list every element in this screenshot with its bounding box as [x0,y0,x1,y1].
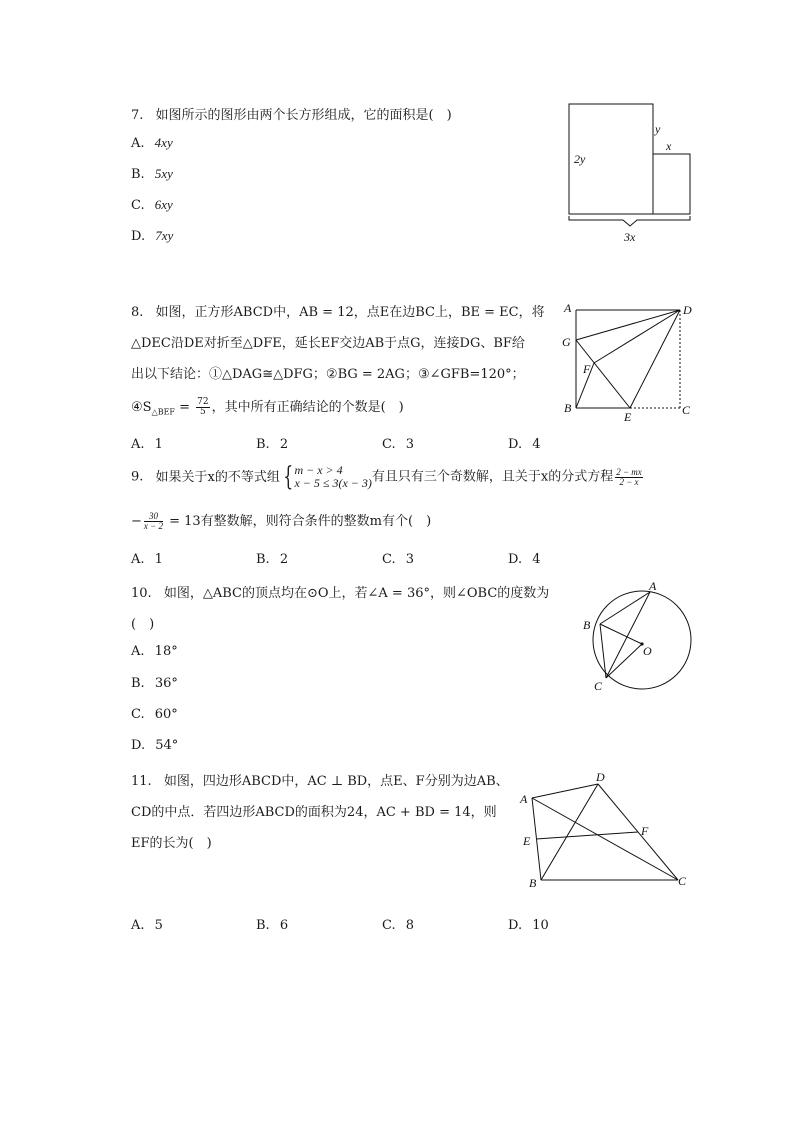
q8-label-f: F [583,362,591,376]
q8-option-d[interactable] [508,437,541,452]
q10-figure [576,578,700,698]
option-text: 1 [154,437,163,452]
q9-fraction-1 [615,468,643,487]
option-text: 54° [155,738,179,753]
q8-segment-fd [594,310,680,363]
option-text: 6 [279,918,289,933]
q11-segment-ad [532,784,598,798]
option-letter: B. [256,552,270,567]
option-text: 2 [279,552,289,567]
option-letter: D. [131,738,146,753]
q8-equals: = [174,400,195,415]
q9-option-c[interactable] [382,552,414,567]
q9-fraction-2 [144,512,163,531]
option-letter: C. [131,198,145,213]
q10-segment-bo [600,624,642,644]
option-letter: C. [131,707,145,722]
q11-label-e: E [523,834,531,848]
q7-short-rectangle [653,154,690,214]
q7-option-c[interactable] [131,197,173,213]
option-text: 7xy [155,228,174,243]
option-text: 4xy [154,135,173,150]
q11-line-1 [131,770,509,789]
q7-stem-text: 如图所示的图形由两个长方形组成，它的面积是( ) [155,108,452,123]
option-letter: A. [131,552,145,567]
q8-option-b[interactable] [256,437,288,452]
option-letter: A. [131,136,145,151]
q9-inequality-system [294,464,371,490]
q10-segment-ab [600,592,650,624]
option-letter: B. [256,437,270,452]
q8-label-e: E [624,410,632,424]
option-text: 60° [154,707,178,722]
q11-label-f: F [641,824,649,838]
q8-label-d: D [683,303,692,317]
q9-minus: − [131,514,142,529]
q10-label-b: B [583,618,591,632]
q10-label-a: A [649,579,657,593]
option-letter: C. [382,918,396,933]
q7-figure [560,98,700,248]
q10-number: 10. [131,586,152,601]
q11-option-d[interactable] [508,918,549,933]
q10-option-b[interactable] [131,676,178,691]
q9-brace-icon: { [283,462,294,492]
q10-option-d[interactable] [131,738,178,753]
q9-ineq-1: m − x > 4 [294,463,343,477]
q11-figure [516,768,696,892]
q7-option-a[interactable] [131,135,173,151]
q7-number: 7. [131,108,144,123]
q8-s-symbol: ④S [131,400,152,415]
q11-option-a[interactable] [131,918,163,933]
q8-number: 8. [131,305,144,320]
option-letter: D. [131,229,146,244]
q8-label-c: C [682,403,691,417]
q7-stem [131,104,452,123]
option-letter: A. [131,644,145,659]
q8-line-1 [131,301,545,320]
q8-option-a[interactable] [131,437,163,452]
option-text: 10 [532,918,549,933]
option-letter: D. [508,918,523,933]
option-letter: C. [382,552,396,567]
q7-label-3x: 3x [624,230,636,244]
option-letter: B. [131,676,145,691]
q11-label-a: A [520,792,528,806]
q9-option-d[interactable] [508,552,541,567]
q8-figure [556,298,698,426]
q7-label-y: y [655,122,661,136]
q8-line-4 [131,396,404,417]
option-text: 4 [532,437,541,452]
q11-number: 11. [131,774,152,789]
q10-option-c[interactable] [131,707,178,722]
option-text: 5xy [154,166,173,181]
option-text: 1 [154,552,163,567]
q9-part1: 如果关于x的不等式组 [155,469,280,485]
option-text: 4 [532,552,541,567]
q11-segment-bd [541,784,598,880]
option-letter: B. [131,167,145,182]
q9-option-b[interactable] [256,552,288,567]
q7-option-b[interactable] [131,166,173,182]
option-text: 3 [405,552,415,567]
q8-line-3: 出以下结论：①△DAG≅△DFG；②BG = 2AG；③∠GFB=120°； [131,367,525,382]
q11-segment-ac [532,798,678,880]
option-text: 8 [405,918,415,933]
option-letter: D. [508,437,523,452]
q8-label-g: G [562,335,571,349]
option-text: 3 [405,437,415,452]
q8-label-a: A [564,301,572,315]
q10-line-1 [131,582,549,601]
q9-part2: 有且只有三个奇数解，且关于x的分式方程 [371,469,614,485]
option-text: 18° [154,644,178,659]
q11-label-b: B [529,876,537,890]
q7-label-x: x [666,139,672,153]
option-letter: A. [131,918,145,933]
q11-line-2: CD的中点．若四边形ABCD的面积为24，AC + BD = 14，则 [131,805,497,820]
option-text: 36° [154,676,178,691]
option-text: 5 [154,918,163,933]
q11-option-c[interactable] [382,918,414,933]
q8-s-subscript: △BEF [151,407,175,417]
q10-label-c: C [594,679,603,693]
q8-line-2: △DEC沿DE对折至△DFE，延长EF交边AB于点G，连接DG、BF给 [131,336,525,351]
q10-line-2: ( ) [131,617,155,632]
q8-option-c[interactable] [382,437,414,452]
q9-frac1-num: 2 − mx [616,466,642,477]
q9-frac2-num: 30 [144,512,163,522]
q11-option-b[interactable] [256,918,288,933]
q10-segment-co [606,644,642,678]
option-letter: A. [131,437,145,452]
option-text: 2 [279,437,289,452]
option-text: 6xy [154,197,173,212]
q9-line-1 [131,464,645,490]
q11-label-c: C [678,874,687,888]
q7-option-d[interactable] [131,228,173,244]
q8-label-b: B [564,401,572,415]
q7-label-2y: 2y [574,152,586,166]
q11-line-3: EF的长为( ) [131,836,212,851]
q10-label-o: O [643,644,652,658]
q9-frac1-den: 2 − x [619,476,639,487]
option-letter: B. [256,918,270,933]
option-letter: D. [508,552,523,567]
q8-line1-text: 如图，正方形ABCD中，AB = 12，点E在边BC上，BE = EC，将 [155,305,545,320]
q8-segment-gd [576,310,680,340]
q10-line1-text: 如图，△ABC的顶点均在⊙O上，若∠A = 36°，则∠OBC的度数为 [163,586,550,601]
q11-segment-ef [536,832,638,839]
q9-line-2 [131,510,431,531]
q7-brace [569,216,690,226]
q9-option-a[interactable] [131,552,163,567]
q11-line1-text: 如图，四边形ABCD中，AC ⊥ BD，点E、F分别为边AB、 [163,774,509,789]
q10-option-a[interactable] [131,644,178,659]
q9-ineq-2: x − 5 ≤ 3(x − 3) [294,476,372,490]
q8-frac-num: 72 [197,397,209,407]
q8-segment-ed [630,310,680,408]
q8-line4-tail: ，其中所有正确结论的个数是( ) [211,400,404,415]
q9-number: 9. [131,469,144,485]
q11-label-d: D [596,770,605,784]
option-letter: C. [382,437,396,452]
q9-frac2-den: x − 2 [143,521,163,531]
q9-part3: = 13有整数解，则符合条件的整数m有个( ) [164,514,432,529]
q10-segment-ac [606,592,650,678]
q8-fraction [196,398,209,417]
q8-frac-den: 5 [200,407,206,417]
